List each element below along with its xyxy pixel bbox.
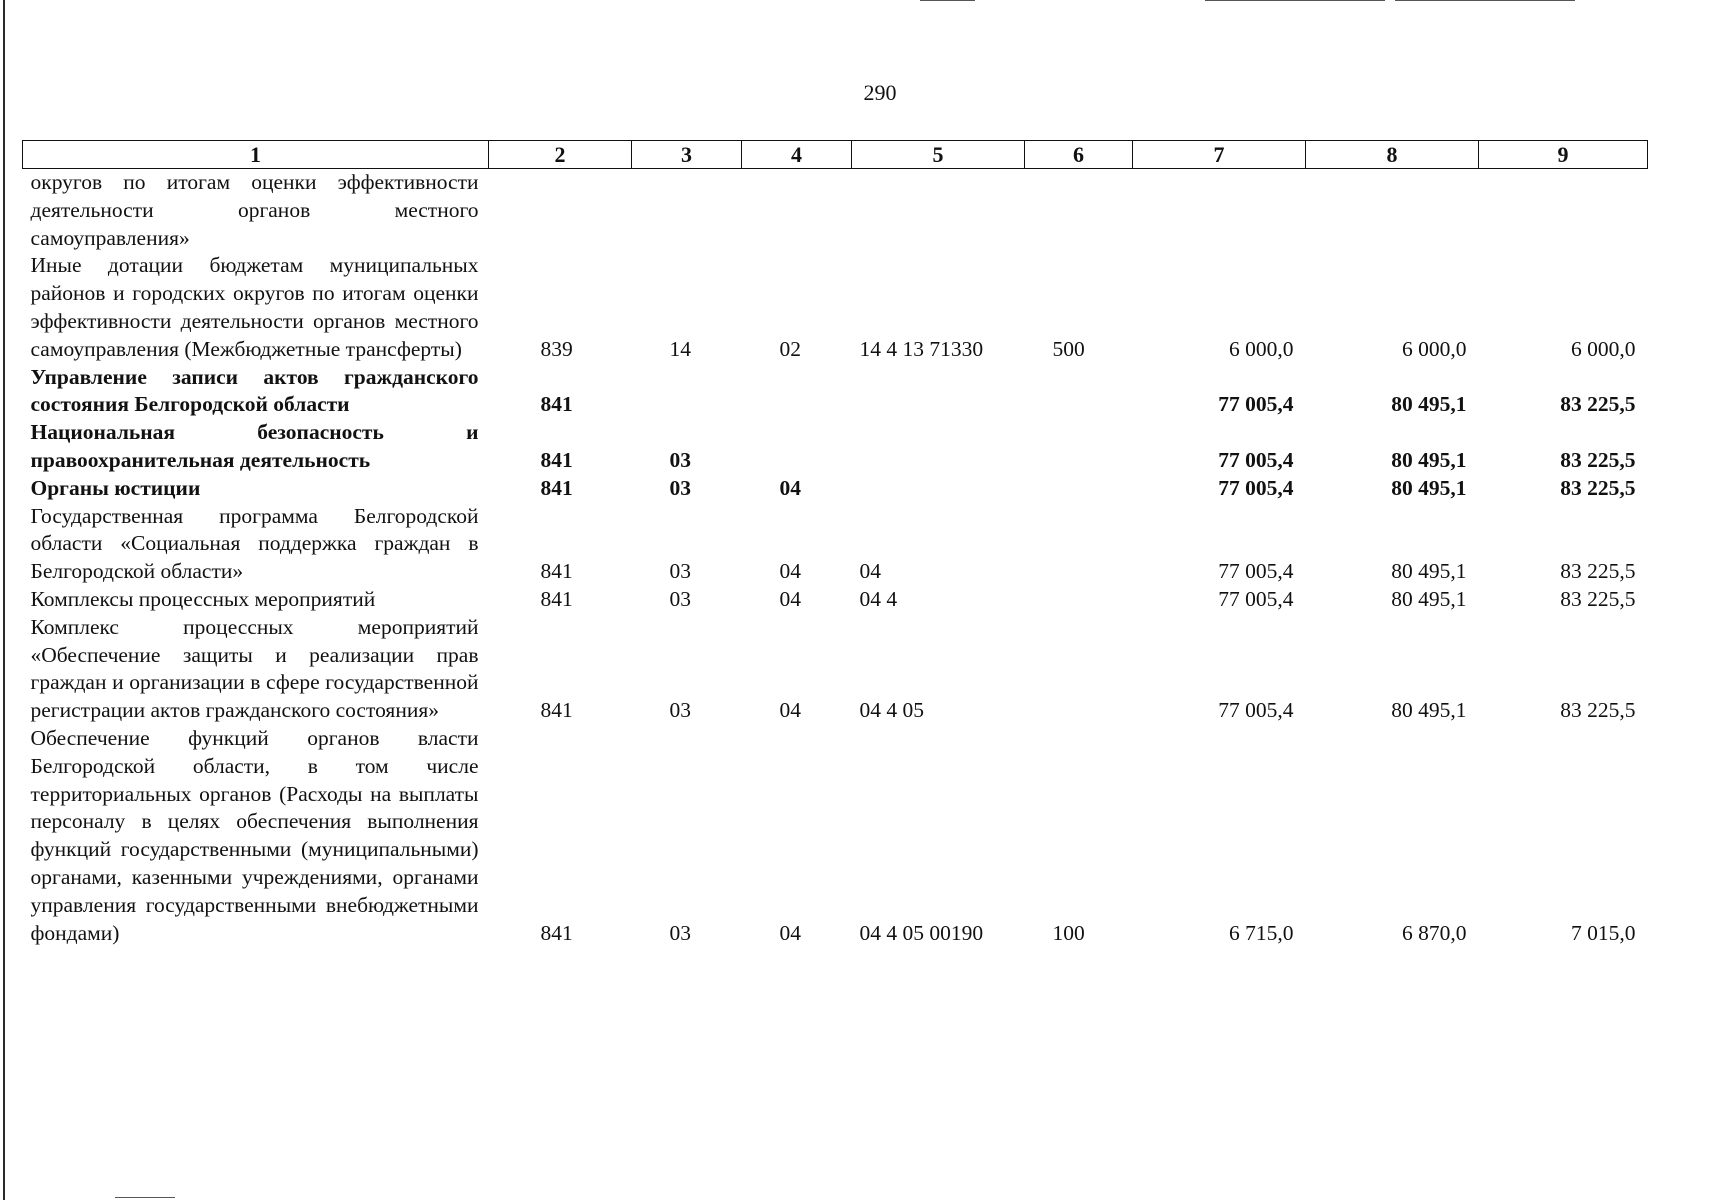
expense-type-code bbox=[1025, 586, 1133, 614]
admin-code: 839 bbox=[540, 336, 573, 361]
table-body bbox=[23, 169, 1648, 948]
amount-year-1: 77 005,4 bbox=[1218, 392, 1294, 417]
admin-code: 841 bbox=[540, 920, 573, 945]
expense-type-code bbox=[1025, 364, 1133, 420]
expense-type-code bbox=[1025, 419, 1133, 475]
subsection-code bbox=[742, 364, 852, 420]
admin-code: 841 bbox=[540, 698, 573, 723]
subsection-code: 04 bbox=[779, 559, 801, 584]
amount-year-2: 80 495,1 bbox=[1391, 698, 1467, 723]
column-header-6: 6 bbox=[1025, 141, 1133, 169]
section-code bbox=[632, 169, 742, 253]
row-name: Обеспечение функций органов власти Белгородской области, в том числе территориальных органов (Расходы на выплаты персоналу в целях обеспечения выполнения функций государственными (муниципальными) органами, казенными учреждениями, органами управления государственными внебюджетными фондами) bbox=[30, 725, 479, 945]
amount-year-1: 77 005,4 bbox=[1218, 698, 1294, 723]
amount-year-3: 83 225,5 bbox=[1560, 447, 1636, 472]
budget-table bbox=[22, 140, 1648, 947]
target-item-code bbox=[852, 364, 1025, 420]
amount-year-2: 80 495,1 bbox=[1391, 447, 1467, 472]
amount-year-3: 83 225,5 bbox=[1560, 698, 1636, 723]
scan-mark bbox=[1205, 0, 1385, 1]
amount-year-2: 80 495,1 bbox=[1391, 586, 1467, 611]
target-item-code: 04 4 bbox=[859, 586, 898, 611]
row-name: Органы юстиции bbox=[30, 475, 201, 500]
admin-code: 841 bbox=[540, 447, 573, 472]
target-item-code: 04 4 05 bbox=[859, 698, 924, 723]
section-code: 03 bbox=[669, 559, 691, 584]
section-code: 14 bbox=[669, 336, 691, 361]
expense-type-code: 500 bbox=[1052, 336, 1085, 361]
subsection-code bbox=[742, 419, 852, 475]
amount-year-3: 83 225,5 bbox=[1560, 475, 1636, 500]
admin-code: 841 bbox=[540, 392, 573, 417]
subsection-code: 02 bbox=[779, 336, 801, 361]
column-header-8: 8 bbox=[1306, 141, 1479, 169]
expense-type-code bbox=[1025, 475, 1133, 503]
amount-year-3: 83 225,5 bbox=[1560, 586, 1636, 611]
section-code bbox=[632, 364, 742, 420]
amount-year-1: 77 005,4 bbox=[1218, 475, 1294, 500]
header-row bbox=[23, 141, 1648, 169]
row-name: Управление записи актов гражданского состояния Белгородской области bbox=[30, 364, 479, 417]
section-code: 03 bbox=[669, 447, 691, 472]
admin-code: 841 bbox=[540, 586, 573, 611]
page-left-edge bbox=[3, 0, 5, 1200]
target-item-code: 04 bbox=[859, 559, 881, 584]
table-row bbox=[23, 364, 1648, 420]
amount-year-1 bbox=[1133, 169, 1306, 253]
table-row bbox=[23, 475, 1648, 503]
column-header-2: 2 bbox=[489, 141, 632, 169]
target-item-code bbox=[852, 169, 1025, 253]
amount-year-3: 6 000,0 bbox=[1571, 336, 1636, 361]
target-item-code: 04 4 05 00190 bbox=[859, 920, 984, 945]
subsection-code: 04 bbox=[779, 920, 801, 945]
scan-mark bbox=[920, 0, 975, 1]
row-name: округов по итогам оценки эффективности деятельности органов местного самоуправления» bbox=[30, 170, 479, 250]
target-item-code bbox=[852, 475, 1025, 503]
expense-type-code bbox=[1025, 614, 1133, 725]
row-name: Комплексы процессных мероприятий bbox=[30, 586, 376, 611]
amount-year-2: 6 000,0 bbox=[1402, 336, 1467, 361]
section-code: 03 bbox=[669, 586, 691, 611]
column-header-3: 3 bbox=[632, 141, 742, 169]
section-code: 03 bbox=[669, 475, 691, 500]
subsection-code: 04 bbox=[779, 698, 801, 723]
amount-year-2: 80 495,1 bbox=[1391, 392, 1467, 417]
subsection-code: 04 bbox=[779, 586, 801, 611]
amount-year-2: 80 495,1 bbox=[1391, 475, 1467, 500]
table-row bbox=[23, 169, 1648, 253]
amount-year-3: 83 225,5 bbox=[1560, 559, 1636, 584]
amount-year-1: 77 005,4 bbox=[1218, 447, 1294, 472]
expense-type-code bbox=[1025, 503, 1133, 586]
section-code: 03 bbox=[669, 698, 691, 723]
column-header-4: 4 bbox=[742, 141, 852, 169]
page-number: 290 bbox=[863, 80, 897, 105]
amount-year-2 bbox=[1306, 169, 1479, 253]
amount-year-1: 6 715,0 bbox=[1229, 920, 1294, 945]
subsection-code: 04 bbox=[779, 475, 801, 500]
amount-year-3: 7 015,0 bbox=[1571, 920, 1636, 945]
table-row bbox=[23, 614, 1648, 725]
table-row bbox=[23, 419, 1648, 475]
row-name: Комплекс процессных мероприятий «Обеспечение защиты и реализации прав граждан и организации в сфере государственной регистрации актов гражданского состояния» bbox=[30, 614, 479, 723]
column-header-7: 7 bbox=[1133, 141, 1306, 169]
amount-year-3: 83 225,5 bbox=[1560, 392, 1636, 417]
scan-mark bbox=[1395, 0, 1575, 1]
section-code: 03 bbox=[669, 920, 691, 945]
expense-type-code bbox=[1025, 169, 1133, 253]
amount-year-2: 6 870,0 bbox=[1402, 920, 1467, 945]
table-row bbox=[23, 586, 1648, 614]
admin-code bbox=[489, 169, 632, 253]
column-header-9: 9 bbox=[1479, 141, 1648, 169]
expense-type-code: 100 bbox=[1052, 920, 1085, 945]
amount-year-1: 6 000,0 bbox=[1229, 336, 1294, 361]
column-header-1: 1 bbox=[23, 141, 489, 169]
row-name: Государственная программа Белгородской области «Социальная поддержка граждан в Белгородской области» bbox=[30, 503, 479, 584]
target-item-code bbox=[852, 419, 1025, 475]
scan-mark bbox=[115, 1197, 175, 1198]
table-header bbox=[23, 141, 1648, 169]
amount-year-3 bbox=[1479, 169, 1648, 253]
table-row bbox=[23, 252, 1648, 363]
admin-code: 841 bbox=[540, 559, 573, 584]
admin-code: 841 bbox=[540, 475, 573, 500]
amount-year-2: 80 495,1 bbox=[1391, 559, 1467, 584]
column-header-5: 5 bbox=[852, 141, 1025, 169]
row-name: Иные дотации бюджетам муниципальных районов и городских округов по итогам оценки эффективности деятельности органов местного самоуправления (Межбюджетные трансферты) bbox=[30, 253, 479, 361]
target-item-code: 14 4 13 71330 bbox=[859, 336, 984, 361]
table-row bbox=[23, 503, 1648, 586]
table-row bbox=[23, 725, 1648, 947]
amount-year-1: 77 005,4 bbox=[1218, 586, 1294, 611]
row-name: Национальная безопасность и правоохранительная деятельность bbox=[30, 420, 479, 472]
subsection-code bbox=[742, 169, 852, 253]
amount-year-1: 77 005,4 bbox=[1218, 559, 1294, 584]
